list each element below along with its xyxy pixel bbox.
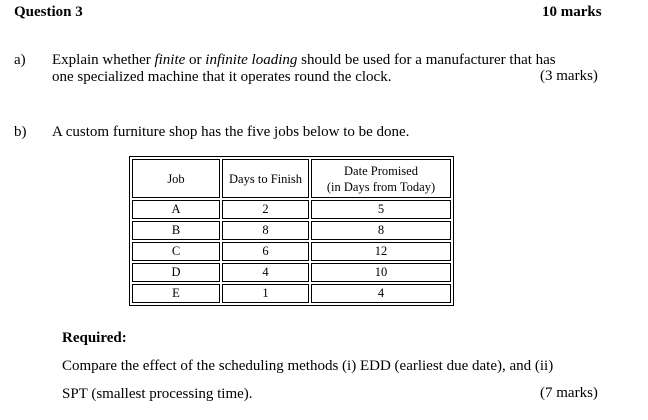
header-date-promised-line1: Date Promised xyxy=(344,163,418,178)
cell-days: 8 xyxy=(222,221,309,240)
part-a-marks: (3 marks) xyxy=(540,68,598,84)
cell-promised: 12 xyxy=(311,242,451,261)
header-job: Job xyxy=(132,159,220,198)
cell-promised: 4 xyxy=(311,284,451,303)
cell-job: D xyxy=(132,263,220,282)
table-row xyxy=(132,221,451,240)
part-a-question-line1 xyxy=(52,51,556,69)
cell-job: C xyxy=(132,242,220,261)
question-marks: 10 marks xyxy=(542,4,602,20)
table-row xyxy=(132,200,451,219)
table-row xyxy=(132,242,451,261)
table-row xyxy=(132,263,451,282)
part-a-emphasis-infinite: infinite loading xyxy=(205,52,298,68)
question-title: Question 3 xyxy=(14,4,83,20)
part-b-intro: A custom furniture shop has the five jobs below to be done. xyxy=(52,124,410,140)
cell-job: B xyxy=(132,221,220,240)
cell-promised: 8 xyxy=(311,221,451,240)
cell-days: 6 xyxy=(222,242,309,261)
cell-days: 4 xyxy=(222,263,309,282)
cell-days: 2 xyxy=(222,200,309,219)
required-label: Required: xyxy=(62,330,127,346)
cell-job: A xyxy=(132,200,220,219)
required-line1: Compare the effect of the scheduling methods (i) EDD (earliest due date), and (ii) xyxy=(62,358,554,374)
cell-promised: 10 xyxy=(311,263,451,282)
part-a-text-1: Explain whether xyxy=(52,52,155,68)
part-b-marks: (7 marks) xyxy=(540,385,598,401)
jobs-table-header-row xyxy=(132,159,451,198)
table-row xyxy=(132,284,451,303)
header-date-promised xyxy=(311,159,451,198)
part-a-text-3: should be used for a manufacturer that has xyxy=(297,52,556,68)
header-date-promised-line2: (in Days from Today) xyxy=(326,179,436,194)
part-a-text-2: or xyxy=(185,52,206,68)
header-days-to-finish: Days to Finish xyxy=(222,159,309,198)
required-line2: SPT (smallest processing time). xyxy=(62,386,253,402)
part-a-label: a) xyxy=(14,52,26,68)
cell-job: E xyxy=(132,284,220,303)
cell-promised: 5 xyxy=(311,200,451,219)
part-a-emphasis-finite: finite xyxy=(154,52,186,68)
jobs-table xyxy=(129,156,454,306)
part-b-label: b) xyxy=(14,124,27,140)
part-a-question-line2: one specialized machine that it operates round the clock. xyxy=(52,69,392,85)
cell-days: 1 xyxy=(222,284,309,303)
